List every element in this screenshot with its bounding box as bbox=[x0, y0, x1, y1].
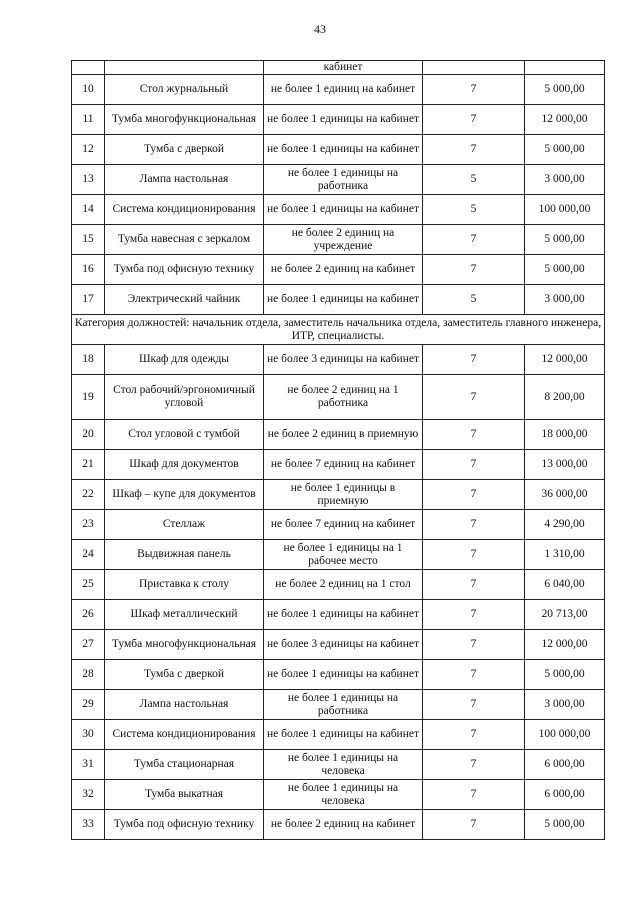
table-row bbox=[72, 570, 605, 600]
table-row bbox=[72, 450, 605, 480]
cell-price: 13 000,00 bbox=[525, 450, 605, 480]
cell-name: Тумба с дверкой bbox=[105, 660, 264, 690]
cell-price: 5 000,00 bbox=[525, 135, 605, 165]
cell-years: 7 bbox=[423, 630, 525, 660]
cell-norm: не более 3 единицы на кабинет bbox=[264, 345, 423, 375]
cell-num: 28 bbox=[72, 660, 105, 690]
cell-num: 23 bbox=[72, 510, 105, 540]
cell-price: 12 000,00 bbox=[525, 105, 605, 135]
table-row bbox=[72, 690, 605, 720]
cell-norm: не более 1 единицы на кабинет bbox=[264, 285, 423, 315]
cell-norm: не более 2 единиц на 1 стол bbox=[264, 570, 423, 600]
table-row bbox=[72, 630, 605, 660]
cell-price: 5 000,00 bbox=[525, 810, 605, 840]
cell-years: 7 bbox=[423, 780, 525, 810]
cell-name: Стол угловой с тумбой bbox=[105, 420, 264, 450]
table-row bbox=[72, 285, 605, 315]
table-row bbox=[72, 750, 605, 780]
cell-num: 20 bbox=[72, 420, 105, 450]
cell-years: 7 bbox=[423, 810, 525, 840]
cell-years: 7 bbox=[423, 660, 525, 690]
cell-num: 24 bbox=[72, 540, 105, 570]
cell-norm: не более 1 единиц на кабинет bbox=[264, 75, 423, 105]
table-row bbox=[72, 600, 605, 630]
cell-name: Тумба многофункциональная bbox=[105, 630, 264, 660]
cell-num: 17 bbox=[72, 285, 105, 315]
cell-years: 7 bbox=[423, 375, 525, 420]
cell-price: 5 000,00 bbox=[525, 225, 605, 255]
cell-years: 7 bbox=[423, 345, 525, 375]
cell-num: 22 bbox=[72, 480, 105, 510]
cell-name: Тумба выкатная bbox=[105, 780, 264, 810]
cell-num: 27 bbox=[72, 630, 105, 660]
cell-num bbox=[72, 61, 105, 75]
cell-norm: не более 1 единицы на работника bbox=[264, 690, 423, 720]
cell-norm: не более 3 единицы на кабинет bbox=[264, 630, 423, 660]
cell-name: Стеллаж bbox=[105, 510, 264, 540]
cell-norm: кабинет bbox=[264, 61, 423, 75]
cell-norm: не более 7 единиц на кабинет bbox=[264, 510, 423, 540]
cell-years: 7 bbox=[423, 135, 525, 165]
cell-norm: не более 2 единиц на кабинет bbox=[264, 810, 423, 840]
cell-years: 7 bbox=[423, 720, 525, 750]
cell-num: 26 bbox=[72, 600, 105, 630]
cell-years: 7 bbox=[423, 105, 525, 135]
cell-years: 5 bbox=[423, 165, 525, 195]
cell-name: Приставка к столу bbox=[105, 570, 264, 600]
table-row bbox=[72, 540, 605, 570]
table-row bbox=[72, 720, 605, 750]
cell-price: 6 040,00 bbox=[525, 570, 605, 600]
cell-price: 100 000,00 bbox=[525, 720, 605, 750]
cell-name: Тумба под офисную технику bbox=[105, 810, 264, 840]
cell-norm: не более 1 единицы на кабинет bbox=[264, 720, 423, 750]
cell-norm: не более 1 единицы на кабинет bbox=[264, 135, 423, 165]
cell-norm: не более 1 единицы на 1 рабочее место bbox=[264, 540, 423, 570]
cell-norm: не более 2 единиц на кабинет bbox=[264, 255, 423, 285]
cell-name: Стол рабочий/эргономичный угловой bbox=[105, 375, 264, 420]
cell-price: 12 000,00 bbox=[525, 630, 605, 660]
cell-num: 25 bbox=[72, 570, 105, 600]
table-row bbox=[72, 105, 605, 135]
cell-price: 3 000,00 bbox=[525, 690, 605, 720]
cell-name: Система кондиционирования bbox=[105, 720, 264, 750]
table-row bbox=[72, 420, 605, 450]
table-row bbox=[72, 510, 605, 540]
cell-price bbox=[525, 61, 605, 75]
cell-norm: не более 1 единицы на кабинет bbox=[264, 105, 423, 135]
cell-num: 12 bbox=[72, 135, 105, 165]
table-row bbox=[72, 810, 605, 840]
cell-num: 10 bbox=[72, 75, 105, 105]
table-row bbox=[72, 345, 605, 375]
cell-num: 13 bbox=[72, 165, 105, 195]
cell-num: 33 bbox=[72, 810, 105, 840]
cell-price: 3 000,00 bbox=[525, 285, 605, 315]
table-row bbox=[72, 780, 605, 810]
continuation-row bbox=[72, 61, 605, 75]
table-row bbox=[72, 480, 605, 510]
cell-price: 6 000,00 bbox=[525, 780, 605, 810]
cell-years: 7 bbox=[423, 225, 525, 255]
cell-price: 3 000,00 bbox=[525, 165, 605, 195]
cell-years: 5 bbox=[423, 195, 525, 225]
category-heading: Категория должностей: начальник отдела, заместитель начальника отдела, заместитель главного инженера, ИТР, специалисты. bbox=[72, 315, 605, 345]
cell-years: 7 bbox=[423, 690, 525, 720]
cell-price: 5 000,00 bbox=[525, 75, 605, 105]
cell-num: 29 bbox=[72, 690, 105, 720]
cell-name: Лампа настольная bbox=[105, 165, 264, 195]
cell-name: Система кондиционирования bbox=[105, 195, 264, 225]
cell-name: Тумба стационарная bbox=[105, 750, 264, 780]
table-row bbox=[72, 255, 605, 285]
cell-name: Шкаф для одежды bbox=[105, 345, 264, 375]
cell-name: Шкаф для документов bbox=[105, 450, 264, 480]
cell-norm: не более 1 единицы на кабинет bbox=[264, 195, 423, 225]
cell-num: 15 bbox=[72, 225, 105, 255]
cell-num: 18 bbox=[72, 345, 105, 375]
cell-norm: не более 2 единиц в приемную bbox=[264, 420, 423, 450]
cell-name: Электрический чайник bbox=[105, 285, 264, 315]
cell-norm: не более 2 единиц на 1 работника bbox=[264, 375, 423, 420]
table-row bbox=[72, 225, 605, 255]
cell-norm: не более 1 единицы на человека bbox=[264, 750, 423, 780]
cell-price: 18 000,00 bbox=[525, 420, 605, 450]
cell-years: 7 bbox=[423, 450, 525, 480]
cell-years: 5 bbox=[423, 285, 525, 315]
cell-name: Стол журнальный bbox=[105, 75, 264, 105]
cell-num: 14 bbox=[72, 195, 105, 225]
cell-num: 11 bbox=[72, 105, 105, 135]
cell-years: 7 bbox=[423, 750, 525, 780]
cell-name: Шкаф металлический bbox=[105, 600, 264, 630]
cell-norm: не более 1 единицы в приемную bbox=[264, 480, 423, 510]
cell-years: 7 bbox=[423, 255, 525, 285]
cell-years: 7 bbox=[423, 540, 525, 570]
cell-name bbox=[105, 61, 264, 75]
table-row bbox=[72, 375, 605, 420]
cell-name: Тумба многофункциональная bbox=[105, 105, 264, 135]
cell-norm: не более 2 единиц на учреждение bbox=[264, 225, 423, 255]
cell-name: Выдвижная панель bbox=[105, 540, 264, 570]
cell-norm: не более 1 единицы на кабинет bbox=[264, 600, 423, 630]
table-row bbox=[72, 135, 605, 165]
table-row bbox=[72, 195, 605, 225]
cell-num: 30 bbox=[72, 720, 105, 750]
cell-price: 5 000,00 bbox=[525, 255, 605, 285]
table-row bbox=[72, 660, 605, 690]
page-number: 43 bbox=[314, 22, 326, 36]
cell-num: 16 bbox=[72, 255, 105, 285]
cell-num: 32 bbox=[72, 780, 105, 810]
cell-name: Тумба под офисную технику bbox=[105, 255, 264, 285]
cell-years: 7 bbox=[423, 570, 525, 600]
cell-price: 100 000,00 bbox=[525, 195, 605, 225]
furniture-norms-table bbox=[71, 60, 605, 840]
table-row bbox=[72, 165, 605, 195]
cell-name: Тумба с дверкой bbox=[105, 135, 264, 165]
cell-num: 19 bbox=[72, 375, 105, 420]
table-row bbox=[72, 75, 605, 105]
cell-price: 12 000,00 bbox=[525, 345, 605, 375]
cell-num: 31 bbox=[72, 750, 105, 780]
cell-name: Тумба навесная с зеркалом bbox=[105, 225, 264, 255]
cell-norm: не более 1 единицы на кабинет bbox=[264, 660, 423, 690]
cell-name: Лампа настольная bbox=[105, 690, 264, 720]
cell-price: 8 200,00 bbox=[525, 375, 605, 420]
cell-norm: не более 1 единицы на человека bbox=[264, 780, 423, 810]
cell-price: 4 290,00 bbox=[525, 510, 605, 540]
cell-price: 20 713,00 bbox=[525, 600, 605, 630]
cell-years: 7 bbox=[423, 510, 525, 540]
cell-name: Шкаф – купе для документов bbox=[105, 480, 264, 510]
cell-price: 5 000,00 bbox=[525, 660, 605, 690]
category-row bbox=[72, 315, 605, 345]
cell-norm: не более 7 единиц на кабинет bbox=[264, 450, 423, 480]
cell-norm: не более 1 единицы на работника bbox=[264, 165, 423, 195]
cell-num: 21 bbox=[72, 450, 105, 480]
cell-years: 7 bbox=[423, 600, 525, 630]
cell-years: 7 bbox=[423, 75, 525, 105]
cell-price: 36 000,00 bbox=[525, 480, 605, 510]
cell-years: 7 bbox=[423, 480, 525, 510]
cell-years: 7 bbox=[423, 420, 525, 450]
cell-years bbox=[423, 61, 525, 75]
cell-price: 1 310,00 bbox=[525, 540, 605, 570]
cell-price: 6 000,00 bbox=[525, 750, 605, 780]
